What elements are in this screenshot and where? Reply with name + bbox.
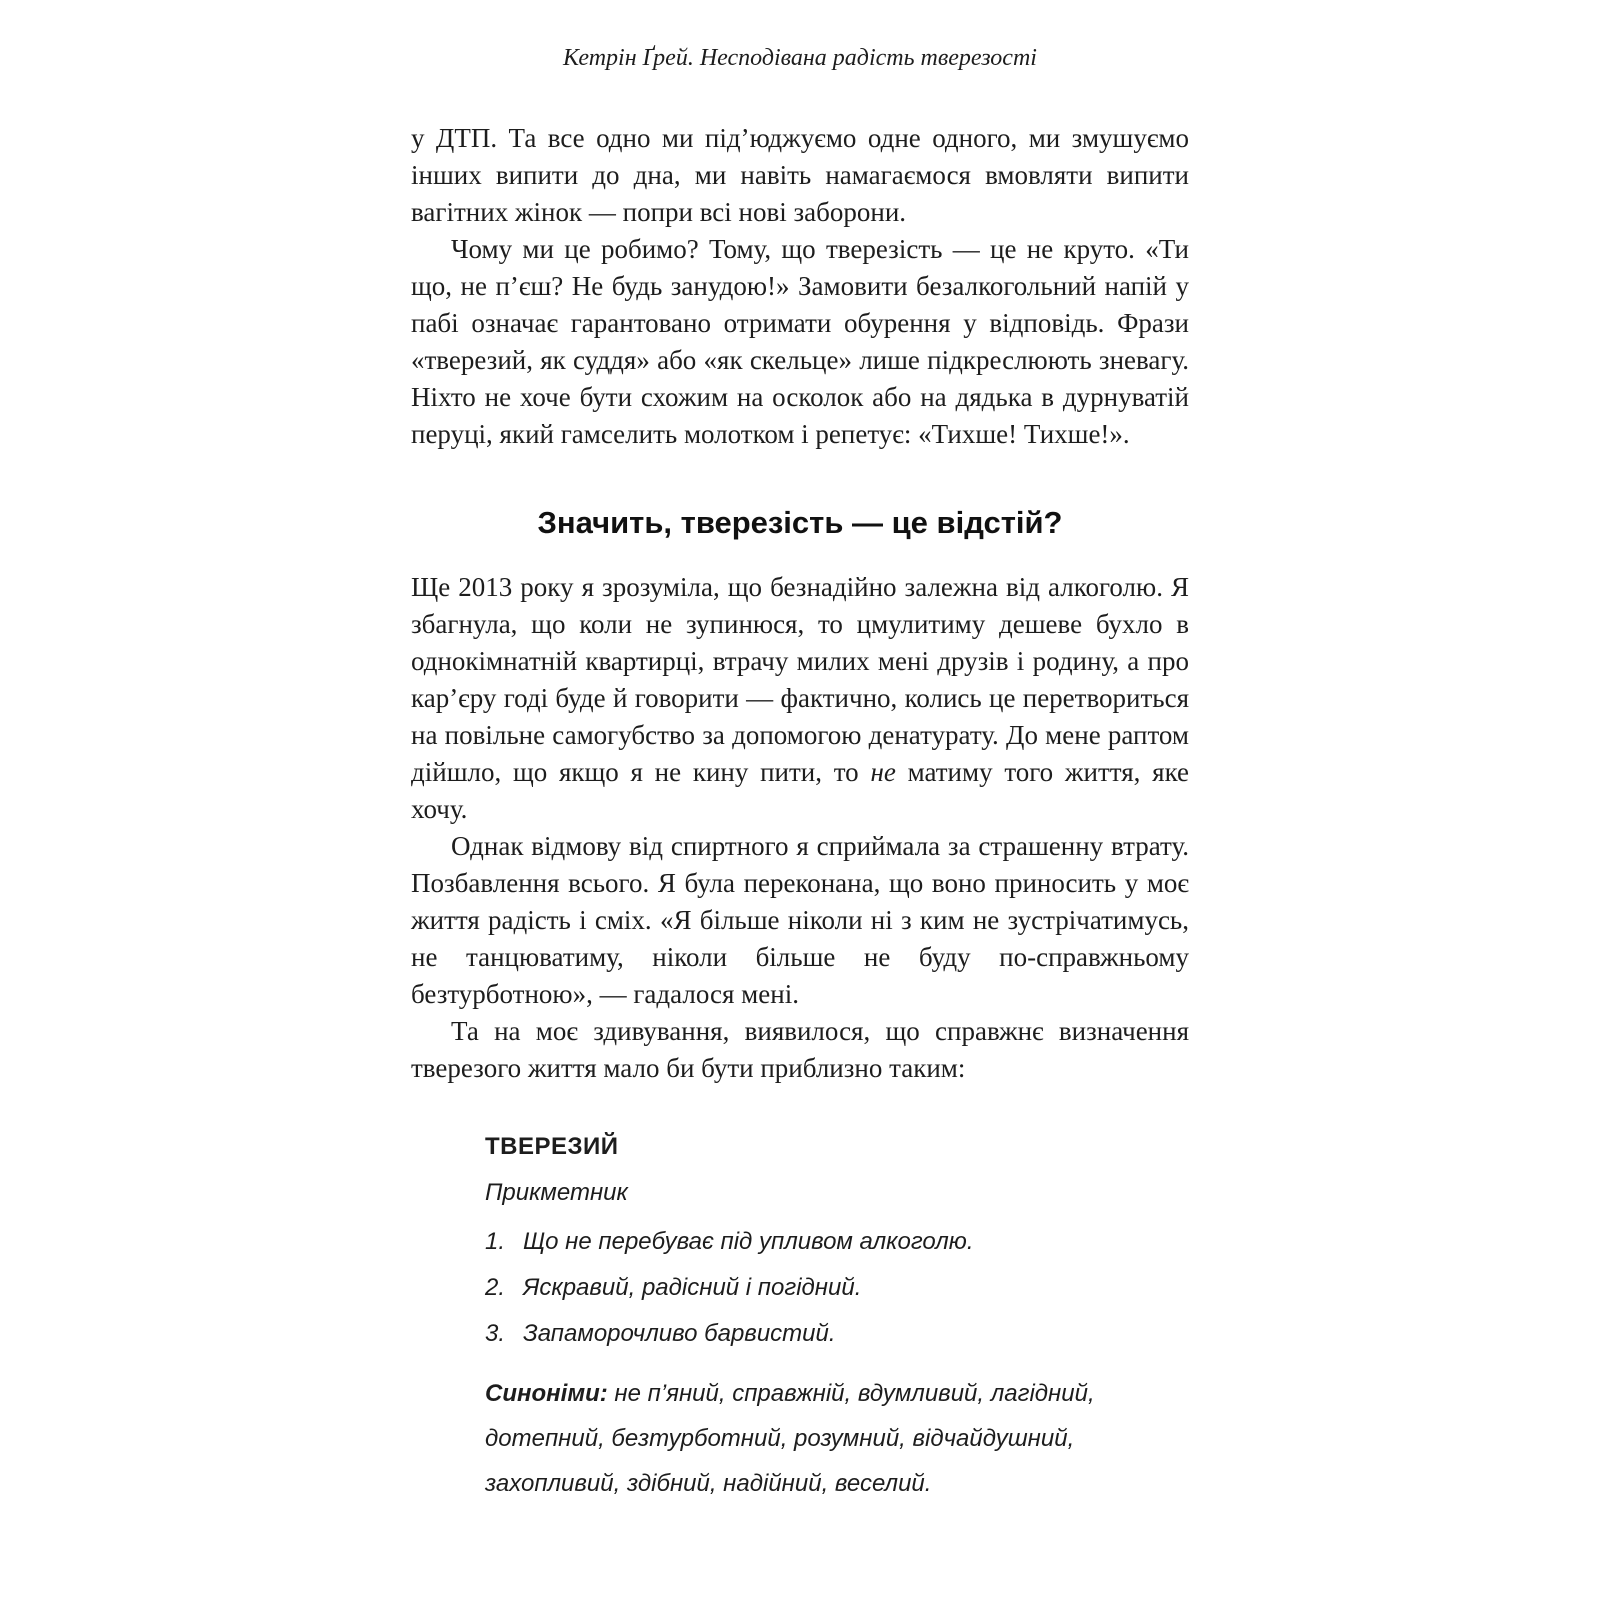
paragraph-run: Ще 2013 року я зрозуміла, що безнадійно залежна від алкоголю. Я збагнула, що коли не зупинюся, то цмулитиму дешеве бухло в однокімнатній квартирці, втрачу милих мені друзів і родину, а про кар’єру годі буде й говорити — фактично, колись це перетвориться на повільне самогубство за допомогою денатурату. До мене раптом дійшло, що якщо я не кину пити, то (411, 572, 1189, 787)
paragraph: Однак відмову від спиртного я сприймала за страшенну втрату. Позбавлення всього. Я була переконана, що воно приносить у моє життя радість і сміх. «Я більше ніколи ні з ким не зустрічатимусь, не танцюватиму, ніколи більше не буду по-справжньому безтурботною», — гадалося мені. (411, 831, 1189, 1009)
synonyms-label: Синоніми: (485, 1380, 608, 1407)
section-heading: Значить, тверезість — це відстій? (537, 505, 1063, 540)
definition-block (485, 1133, 1135, 1506)
paragraph: Чому ми це робимо? Тому, що тверезість — це не круто. «Ти що, не п’єш? Не будь занудою!» Замовити безалкогольний напій у пабі означає гарантовано отримати обурення у відповідь. Фрази «тверезий, як суддя» або «як скельце» лише підкреслюють зневагу. Ніхто не хоче бути схожим на осколок або на дядька в дурнуватій перуці, який гамселить молотком і репетує: «Тихше! Тихше!». (411, 234, 1189, 449)
page-content (411, 120, 1189, 1506)
paragraph (411, 569, 1189, 828)
definition-item-number: 2. (485, 1274, 506, 1301)
definition-item-number: 1. (485, 1228, 506, 1255)
paragraph-continuation: у ДТП. Та все одно ми під’юджуємо одне одного, ми змушуємо інших випити до дна, ми навіть намагаємося вмовляти випити вагітних жінок — попри всі нові заборони. (411, 123, 1189, 227)
definition-item-number: 3. (485, 1320, 506, 1347)
definition-item (485, 1319, 1135, 1349)
paragraph: Та на моє здивування, виявилося, що справжнє визначення тверезого життя мало би бути приблизно таким: (411, 1016, 1189, 1083)
paragraph-run-italic: не (870, 757, 896, 787)
definition-synonyms (485, 1371, 1135, 1506)
definition-part-of-speech: Прикметник (485, 1179, 628, 1206)
definition-item-text: Запаморочливо барвистий. (523, 1320, 836, 1347)
paragraph-run: матиму того життя, яке хочу. (411, 757, 1190, 824)
synonyms-text: не п’яний, справжній, вдумливий, лагідний, дотепний, безтурботний, розумний, відчайдушний, захопливий, здібний, надійний, веселий. (485, 1380, 1095, 1497)
definition-item (485, 1227, 1135, 1257)
running-header: Кетрін Ґрей. Несподівана радість тверезості (563, 45, 1037, 71)
definition-item (485, 1273, 1135, 1303)
definition-term: ТВЕРЕЗИЙ (485, 1133, 619, 1160)
definition-item-text: Яскравий, радісний і погідний. (523, 1274, 862, 1301)
definition-item-text: Що не перебуває під упливом алкоголю. (523, 1228, 974, 1255)
